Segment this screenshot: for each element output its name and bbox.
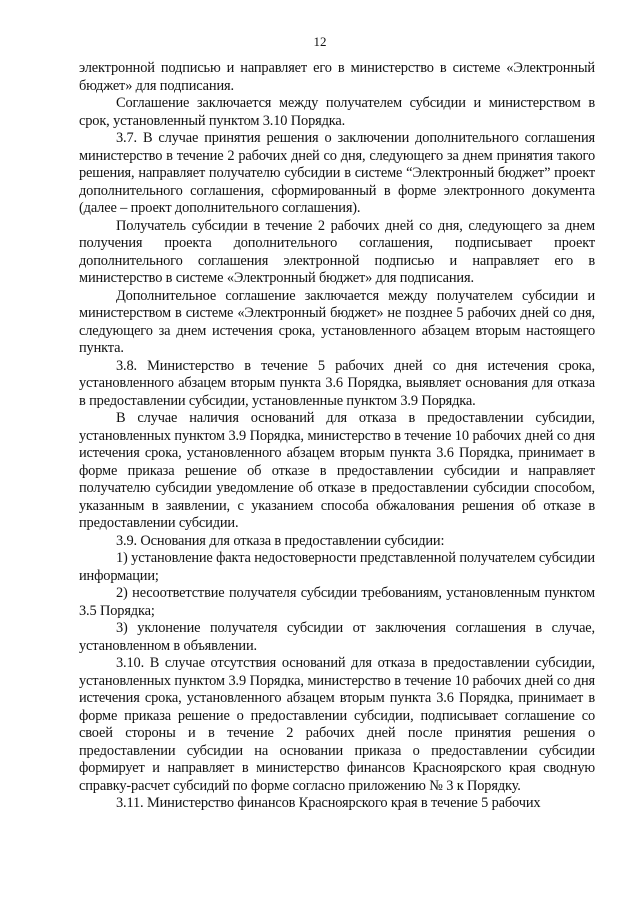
list-item-3-9-2: 2) несоответствие получателя субсидии требованиям, установленным пунктом 3.5 Порядка; — [79, 585, 595, 619]
paragraph-3-11: 3.11. Министерство финансов Красноярского края в течение 5 рабочих — [116, 795, 541, 811]
paragraph-3-10: 3.10. В случае отсутствия оснований для отказа в предоставлении субсидии, установленных пунктом 3.9 Порядка, министерство в течение 10 рабочих дней со дня истечения срока, установленного абзацем вторым пункта 3.6 Порядка, принимает в форме приказа решение о предоставлении субсидии, подписывает соглашение со своей стороны и в течение 2 рабочих дней после принятия решения о предоставлении субсидии на основании приказа о предоставлении субсидии формирует и направляет в министерство финансов Красноярского края сводную справку-расчет субсидий по форме согласно приложению № 3 к Порядку. — [79, 655, 595, 794]
paragraph-3-8-refusal: В случае наличия оснований для отказа в предоставлении субсидии, установленных пунктом 3.9 Порядка, министерство в течение 10 рабочих дней со дня истечения срока, установленного абзацем вторым пункта 3.6 Порядка, принимает в форме приказа решение об отказе в предоставлении субсидии и направляет получателю субсидии уведомление об отказе в предоставлении субсидии способом, указанным в заявлении, с указанием способа обжалования решения об отказе в предоставлении субсидии. — [79, 410, 595, 531]
list-item-3-9-3: 3) уклонение получателя субсидии от заключения соглашения в случае, установленном в объявлении. — [79, 620, 595, 654]
paragraph-3-7-recipient-signs: Получатель субсидии в течение 2 рабочих дней со дня, следующего за днем получения проекта дополнительного соглашения, подписывает проект дополнительного соглашения электронной подписью и направляет его в министерство в системе «Электронный бюджет» для подписания. — [79, 217, 595, 286]
paragraph-3-7: 3.7. В случае принятия решения о заключении дополнительного соглашения министерство в течение 2 рабочих дней со дня, следующего за днем принятия такого решения, направляет получателю субсидии в системе “Электронный бюджет” проект дополнительного соглашения, сформированный в форме электронного документа (далее – проект дополнительного соглашения). — [79, 130, 595, 216]
paragraph-3-9: 3.9. Основания для отказа в предоставлении субсидии: — [116, 532, 445, 549]
paragraph-3-8: 3.8. Министерство в течение 5 рабочих дней со дня истечения срока, установленного абзацем вторым пункта 3.6 Порядка, выявляет основания для отказа в предоставлении субсидии, установленные пунктом 3.9 Порядка. — [79, 357, 595, 409]
document-body — [79, 60, 595, 813]
list-item-3-9-1: 1) установление факта недостоверности представленной получателем субсидии информации; — [79, 550, 595, 584]
paragraph-agreement-conclusion: Соглашение заключается между получателем субсидии и министерством в срок, установленный пунктом 3.10 Порядка. — [79, 95, 595, 129]
paragraph-continuation: электронной подписью и направляет его в министерство в системе «Электронный бюджет» для подписания. — [79, 60, 595, 94]
page-number: 12 — [313, 34, 327, 49]
paragraph-3-7-additional-agreement: Дополнительное соглашение заключается между получателем субсидии и министерством в системе «Электронный бюджет» не позднее 5 рабочих дней со дня, следующего за днем истечения срока, установленного абзацем вторым настоящего пункта. — [79, 287, 595, 356]
